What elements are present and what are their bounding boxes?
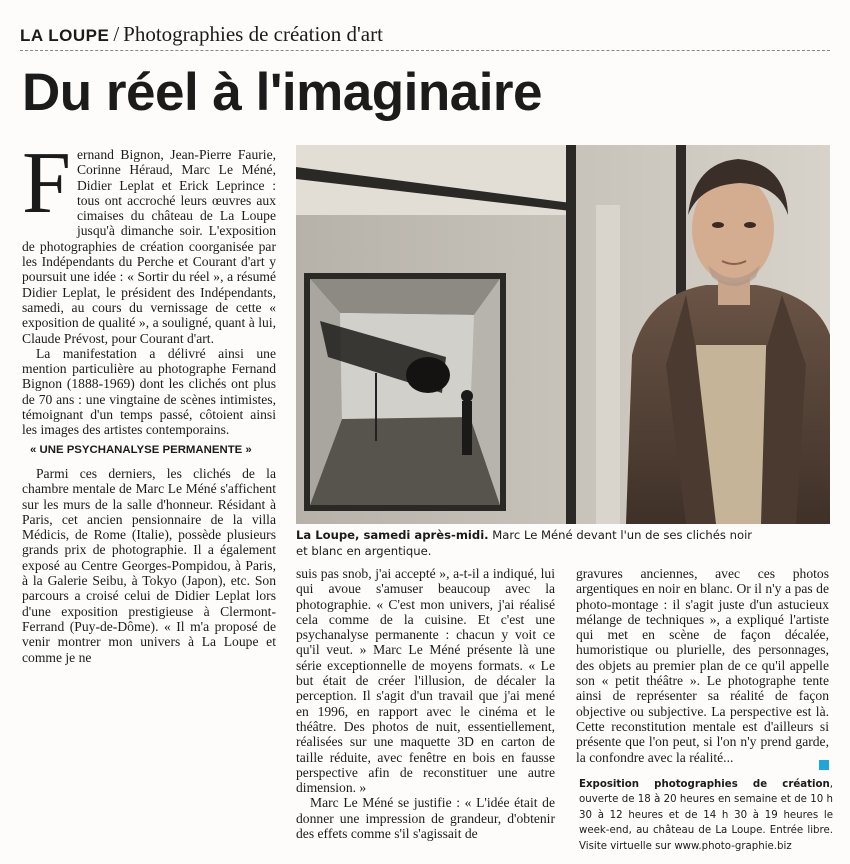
photo-illustration	[296, 145, 830, 524]
paragraph-4: suis pas snob, j'ai accepté », a-t-il a indiqué, lui qui avoue s'amuser beaucoup avec la photographie. « C'est mon univers, j'ai réalisé cela comme de la cuisine. Et c'est une psychanalyse permanente : chacun y voit ce qu'il veut. » Marc Le Méné présente là une série exceptionnelle de moyens formats. « Le but était de créer l'illusion, de décaler la perception. Il s'agit d'un travail que j'ai mené en 1996, en rapport avec le cinéma et le théâtre. Des photos de nuit, essentiellement, réalisées sur une maquette 3D en carton de taille réduite, avec fenêtre en bois en fausse perspective afin de reconstituer une autre dimension. »	[296, 566, 555, 796]
photo-caption	[296, 528, 766, 559]
intertitle: « UNE PSYCHANALYSE PERMANENTE »	[30, 443, 252, 456]
end-of-article-marker	[819, 760, 829, 770]
rubric-location: LA LOUPE	[20, 26, 110, 45]
info-text: , ouverte de 18 à 20 heures en semaine et de 10 h 30 à 12 heures et de 14 h 30 à 19 heures le week-end, au château de La Loupe. Entrée libre. Visite virtuelle sur www.photo-graphie.biz	[579, 779, 833, 852]
paragraph-5: Marc Le Méné se justifie : « L'idée était de donner une impression de grandeur, d'obtenir des effets comme s'il s'agissait de	[296, 795, 555, 842]
paragraph-6: gravures anciennes, avec ces photos argentiques en noir en blanc. Or il n'y a pas de photo-montage : il s'agit juste d'un astucieux mélange de techniques », a expliqué l'artiste qui met en scène de façon décalée, humoristique ou plurielle, des personnages, des objets au premier plan de ce qu'il appelle son « petit théâtre ». Le photographe tente ainsi de représenter sa réalité de façon objective ou subjective. La perspective est là. Cette reconstitution mentale est d'ailleurs si présente que l'on peut, si l'on n'y prend garde, la confondre avec la réalité...	[576, 566, 829, 765]
article-column-2	[296, 566, 555, 841]
article-column-1	[22, 135, 276, 665]
section-kicker	[20, 22, 830, 51]
practical-info-box	[579, 777, 833, 854]
caption-lead: La Loupe, samedi après-midi.	[296, 528, 489, 542]
article-headline: Du réel à l'imaginaire	[22, 63, 543, 122]
article-photo	[296, 145, 830, 524]
caption-text: Marc Le Méné devant l'un de ses clichés noir et blanc en argentique.	[296, 528, 753, 558]
info-title: Exposition photographies de création	[579, 779, 830, 790]
paragraph-2: La manifestation a délivré ainsi une mention particulière au photographe Fernand Bignon (1888-1969) dont les clichés ont plus de 70 ans : une vingtaine de scènes intimistes, témoignant d'un temps passé, côtoient ainsi les images des artistes contemporains.	[22, 345, 276, 438]
drop-cap: F	[22, 135, 71, 232]
article-column-3	[576, 566, 829, 765]
rubric-subtitle: Photographies de création d'art	[123, 22, 383, 46]
paragraph-3: Parmi ces derniers, les clichés de la chambre mentale de Marc Le Méné s'affichent sur les murs de la salle d'honneur. Résidant à Paris, cet ancien pensionnaire de la villa Médicis, de Rome (Italie), possède plusieurs grands prix de photographie. Il a également exposé au Centre Georges-Pompidou, à Paris, à la Galerie Seibu, à Tokyo (Japon), etc. Son parcours a croisé celui de Didier Leplat lors d'une exposition prestigieuse à Clermont-Ferrand (Puy-de-Dôme). « Il m'a proposé de venir montrer mon univers à La Loupe et comme je ne	[22, 465, 276, 665]
kicker-separator: /	[113, 22, 120, 46]
paragraph-1: ernand Bignon, Jean-Pierre Faurie, Corinne Héraud, Marc Le Méné, Didier Leplat et Erick Leprince : tous ont accroché leurs œuvres aux cimaises du château de La Loupe jusqu'à dimanche soir. L'exposition de photographies de création coorganisée par les Indépendants du Perche et Courant d'art y poursuit une idée : « Sortir du réel », a résumé Didier Leplat, le président des Indépendants, samedi, au cours du vernissage de cette « exposition de qualité », a souligné, quant à lui, Claude Prévost, pour Courant d'art.	[22, 147, 276, 346]
